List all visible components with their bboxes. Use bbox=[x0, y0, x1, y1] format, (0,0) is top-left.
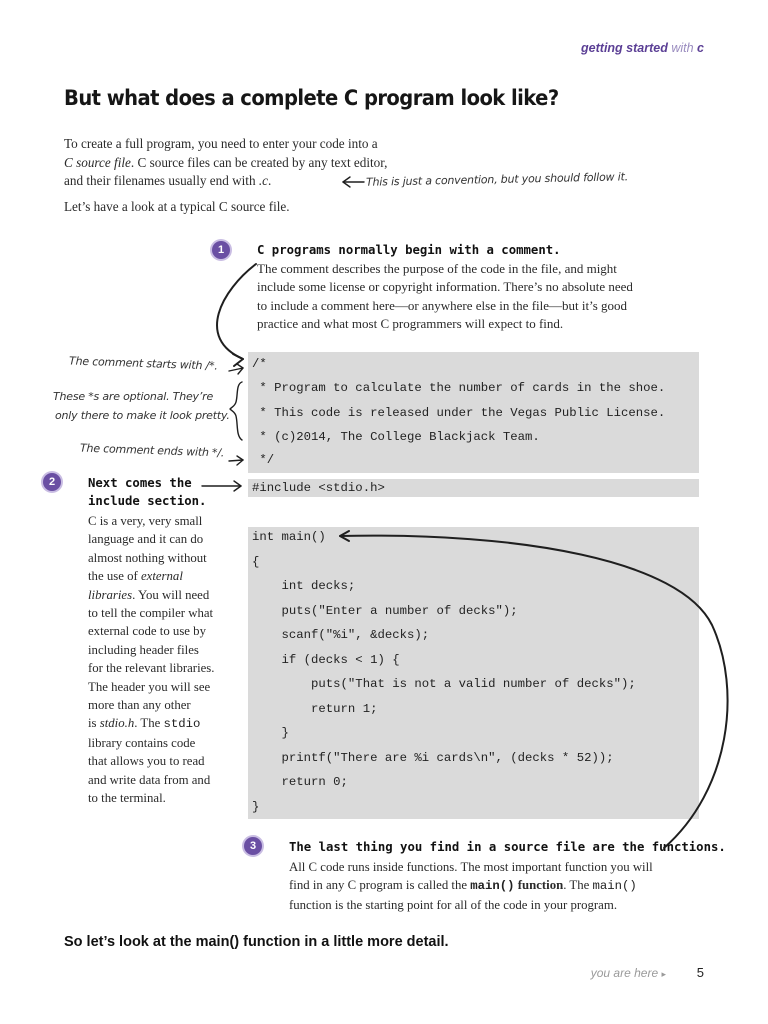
code-line: } bbox=[252, 726, 289, 740]
triangle-right-icon: ▸ bbox=[661, 969, 666, 979]
code-line: */ bbox=[252, 453, 275, 467]
step-3-text: . The bbox=[563, 878, 593, 893]
step-1-curve-arrow-icon bbox=[217, 264, 256, 366]
step-2-line: to tell the compiler what bbox=[88, 606, 214, 621]
step-2-line: to the terminal. bbox=[88, 791, 166, 806]
step-2-italic: external bbox=[140, 569, 183, 584]
code-line: * This code is released under the Vegas Public License. bbox=[252, 406, 666, 420]
brace-icon bbox=[230, 382, 242, 440]
step-2-badge: 2 bbox=[43, 473, 61, 491]
step-1-line: practice and what most C programmers will expect to find. bbox=[257, 316, 564, 332]
step-3-heading: The last thing you find in a source file are the functions. bbox=[289, 840, 726, 854]
step-3-line-3: function is the starting point for all of the code in your program. bbox=[289, 897, 618, 912]
intro-ext: .c bbox=[258, 173, 268, 188]
step-1-heading: C programs normally begin with a comment. bbox=[257, 243, 561, 257]
step-2-line: that allows you to read bbox=[88, 754, 205, 769]
main-code-block bbox=[248, 527, 699, 819]
code-line: { bbox=[252, 555, 260, 569]
step-2-heading-1: Next comes the bbox=[88, 476, 192, 490]
include-arrow-icon bbox=[202, 481, 241, 491]
step-2-body bbox=[88, 512, 238, 808]
you-are-here-label bbox=[591, 966, 666, 980]
step-2-code: stdio bbox=[163, 717, 201, 732]
step-2-heading-2: include section. bbox=[88, 494, 207, 508]
step-2-line bbox=[88, 714, 238, 733]
page-title: But what does a complete C program look like? bbox=[64, 86, 559, 110]
header-topic: c bbox=[697, 41, 704, 55]
step-2-line bbox=[88, 567, 238, 585]
code-line: printf("There are %i cards\n", (decks * 52)); bbox=[252, 751, 614, 765]
step-1-line: to include a comment here—or anywhere else in the file—but it’s good bbox=[257, 297, 628, 313]
step-2-text: is bbox=[88, 716, 100, 731]
step-2-text: . The bbox=[134, 716, 164, 731]
code-line: puts("That is not a valid number of decks"); bbox=[252, 677, 636, 691]
step-3-body bbox=[289, 858, 709, 914]
intro-line-3 bbox=[64, 172, 404, 191]
step-2-italic: libraries bbox=[88, 587, 133, 602]
step-2-line: and write data from and bbox=[88, 772, 211, 787]
you-are-here-text: you are here bbox=[590, 966, 659, 980]
step-2-line: C is a very, very small bbox=[88, 514, 203, 528]
step-2-line: for the relevant libraries. bbox=[88, 661, 215, 676]
step-3-code-bold: main() bbox=[470, 879, 515, 894]
step-2-line: The header you will see bbox=[88, 679, 211, 694]
step-2-line bbox=[88, 586, 238, 604]
code-line: puts("Enter a number of decks"); bbox=[252, 604, 518, 618]
code-line: } bbox=[252, 800, 260, 814]
step-3-line-2 bbox=[289, 876, 709, 895]
comment-ends-arrow-icon bbox=[229, 456, 243, 465]
code-line: return 1; bbox=[252, 702, 378, 716]
intro-line-3-end: . bbox=[268, 173, 272, 188]
code-line: int decks; bbox=[252, 579, 356, 593]
intro-paragraph bbox=[64, 135, 404, 191]
intro-line-2-rest: . C source files can be created by any text editor, bbox=[130, 154, 388, 170]
step-3-bold: function bbox=[514, 878, 564, 893]
step-3-code: main() bbox=[592, 879, 637, 894]
code-line: scanf("%i", &decks); bbox=[252, 628, 430, 642]
step-2-line: external code to use by bbox=[88, 624, 206, 639]
intro-line-1: To create a full program, you need to enter your code into a bbox=[64, 136, 378, 151]
code-line: int main() bbox=[252, 530, 326, 544]
code-line: * (c)2014, The College Blackjack Team. bbox=[252, 430, 540, 444]
intro-line-2 bbox=[64, 154, 404, 173]
code-line: return 0; bbox=[252, 775, 348, 789]
convention-note: This is just a convention, but you should follow it. bbox=[365, 170, 629, 189]
step-2-line: library contains code bbox=[88, 735, 196, 750]
header-section: getting started bbox=[581, 41, 668, 55]
code-line: /* bbox=[252, 357, 267, 371]
closing-line: So let’s look at the main() function in a little more detail. bbox=[64, 934, 449, 950]
comment-ends-note: The comment ends with */. bbox=[79, 441, 225, 460]
optional-stars-note-2: only there to make it look pretty. bbox=[55, 409, 230, 422]
comment-starts-note: The comment starts with /*. bbox=[68, 354, 218, 373]
running-header bbox=[581, 41, 704, 55]
header-with: with bbox=[671, 41, 694, 55]
step-2-line: almost nothing without bbox=[88, 550, 207, 565]
intro-line-4: Let’s have a look at a typical C source file. bbox=[64, 199, 290, 214]
step-2-line: including header files bbox=[88, 642, 199, 657]
step-2-text: . You will need bbox=[132, 587, 210, 602]
code-line: * Program to calculate the number of cards in the shoe. bbox=[252, 381, 666, 395]
code-line: if (decks < 1) { bbox=[252, 653, 400, 667]
include-code-block bbox=[248, 479, 699, 497]
step-2-text: the use of bbox=[88, 569, 141, 584]
comment-code-block bbox=[248, 352, 699, 473]
step-2-italic: stdio.h bbox=[99, 716, 135, 731]
step-2-line: language and it can do bbox=[88, 532, 204, 547]
optional-stars-note-1: These *s are optional. They’re bbox=[53, 390, 214, 403]
step-1-line: The comment describes the purpose of the code in the file, and might bbox=[257, 261, 617, 276]
step-3-line-1: All C code runs inside functions. The most important function you will bbox=[289, 860, 653, 874]
step-3-text: find in any C program is called the bbox=[289, 878, 471, 893]
comment-starts-arrow-icon bbox=[229, 364, 243, 374]
step-2-line: more than any other bbox=[88, 698, 191, 713]
page-number: 5 bbox=[696, 965, 704, 980]
step-3-badge: 3 bbox=[244, 837, 262, 855]
step-1-line: include some license or copyright information. There’s no absolute need bbox=[257, 279, 633, 295]
step-1-body bbox=[257, 260, 677, 334]
intro-c-source-file: C source file bbox=[64, 154, 131, 170]
step-1-badge: 1 bbox=[212, 241, 230, 259]
include-line: #include <stdio.h> bbox=[252, 481, 385, 495]
intro-line-3-start: and their filenames usually end with bbox=[64, 173, 259, 188]
